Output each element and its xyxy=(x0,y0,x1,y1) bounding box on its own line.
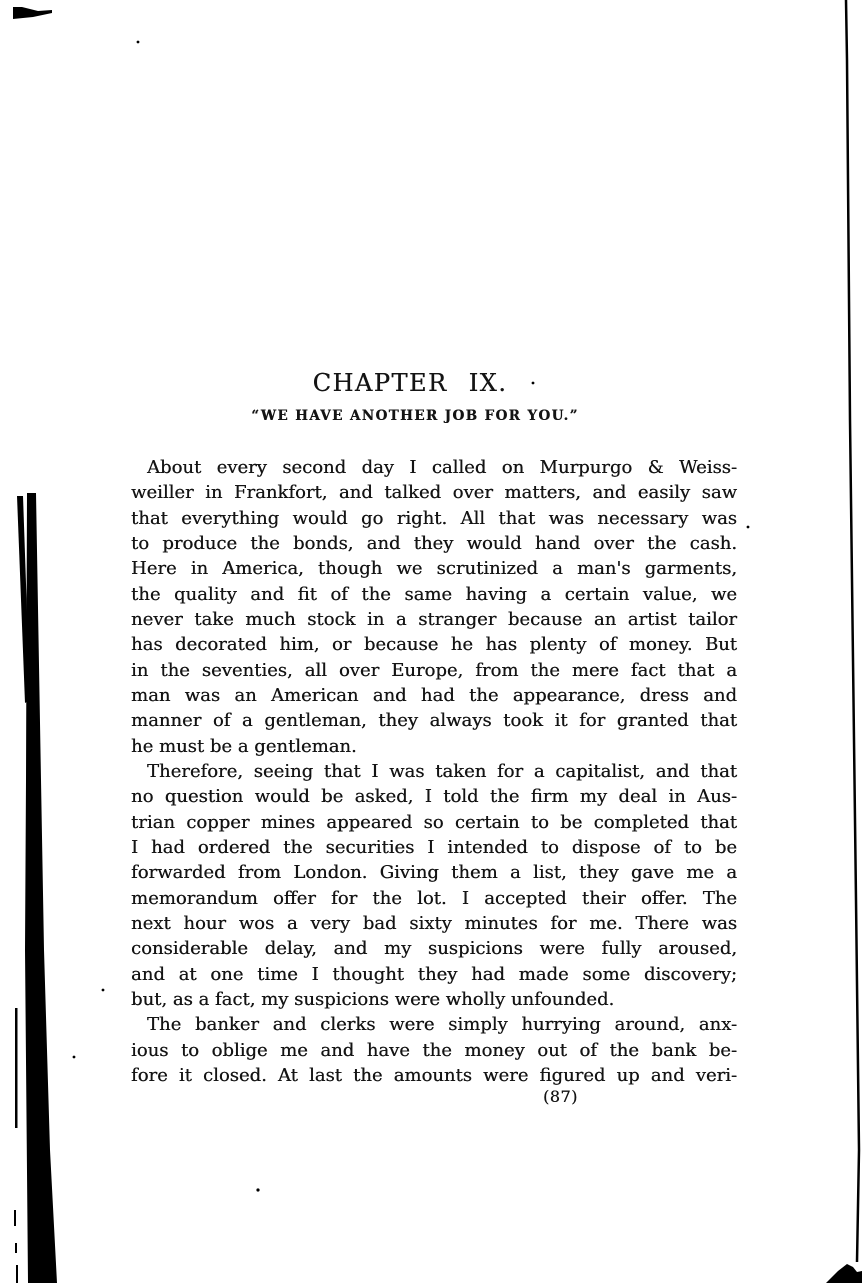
body-text xyxy=(131,455,737,1088)
ink-speck xyxy=(256,1188,259,1191)
text-line: to produce the bonds, and they would hand over the cash. xyxy=(131,532,737,554)
ink-speck xyxy=(747,526,750,529)
text-line: considerable delay, and my suspicions were fully aroused, xyxy=(131,938,737,960)
text-line: next hour wos a very bad sixty minutes for me. There was xyxy=(131,912,737,934)
text-line: Here in America, though we scrutinized a man's garments, xyxy=(131,558,737,580)
text-line: About every second day I called on Murpurgo & Weiss- xyxy=(147,457,737,478)
text-line: that everything would go right. All that was necessary was xyxy=(131,507,737,529)
text-line: man was an American and had the appearance, dress and xyxy=(131,684,737,706)
page-edge-line-right xyxy=(846,0,859,1262)
text-line: manner of a gentleman, they always took it for granted that xyxy=(131,710,737,732)
scan-artifact-top-left xyxy=(13,7,52,19)
text-line: memorandum offer for the lot. I accepted their offer. The xyxy=(131,887,737,909)
text-line: but, as a fact, my suspicions were wholly unfounded. xyxy=(131,988,615,1010)
binding-streak-left-main xyxy=(25,493,57,1283)
text-line: ious to oblige me and have the money out of the bank be- xyxy=(131,1039,737,1061)
text-line: he must be a gentleman. xyxy=(131,735,357,757)
text-line: I had ordered the securities I intended to dispose of to be xyxy=(131,836,737,858)
binding-streak-dash xyxy=(15,1243,17,1253)
text-line: no question would be asked, I told the firm my deal in Aus- xyxy=(131,786,737,808)
ink-speck xyxy=(73,1056,76,1059)
text-line: weiller in Frankfort, and talked over matters, and easily saw xyxy=(131,482,737,504)
text-line: forwarded from London. Giving them a list, they gave me a xyxy=(131,862,737,884)
text-line: in the seventies, all over Europe, from the mere fact that a xyxy=(131,659,737,681)
ink-speck xyxy=(137,41,140,44)
binding-streak-left-thin xyxy=(17,496,30,703)
scan-artifact-bottom-right xyxy=(826,1264,862,1283)
text-line: has decorated him, or because he has plenty of money. But xyxy=(131,634,737,656)
binding-streak-dash xyxy=(16,1265,18,1283)
chapter-heading: CHAPTER IX. xyxy=(312,369,508,397)
text-line: the quality and fit of the same having a certain value, we xyxy=(131,583,737,605)
text-line: never take much stock in a stranger because an artist tailor xyxy=(131,608,737,630)
text-line: fore it closed. At last the amounts were figured up and veri- xyxy=(131,1064,737,1086)
binding-streak-dash xyxy=(14,1210,16,1226)
chapter-subtitle: “WE HAVE ANOTHER JOB FOR YOU.” xyxy=(251,408,579,424)
text-line: trian copper mines appeared so certain to be completed that xyxy=(131,811,737,833)
page-number: (87) xyxy=(543,1087,578,1106)
text-line: The banker and clerks were simply hurrying around, anx- xyxy=(147,1014,737,1036)
binding-streak-thin-line xyxy=(15,1008,18,1128)
ink-speck xyxy=(102,989,105,992)
text-line: Therefore, seeing that I was taken for a capitalist, and that xyxy=(147,760,737,782)
text-line: and at one time I thought they had made some discovery; xyxy=(131,963,737,985)
